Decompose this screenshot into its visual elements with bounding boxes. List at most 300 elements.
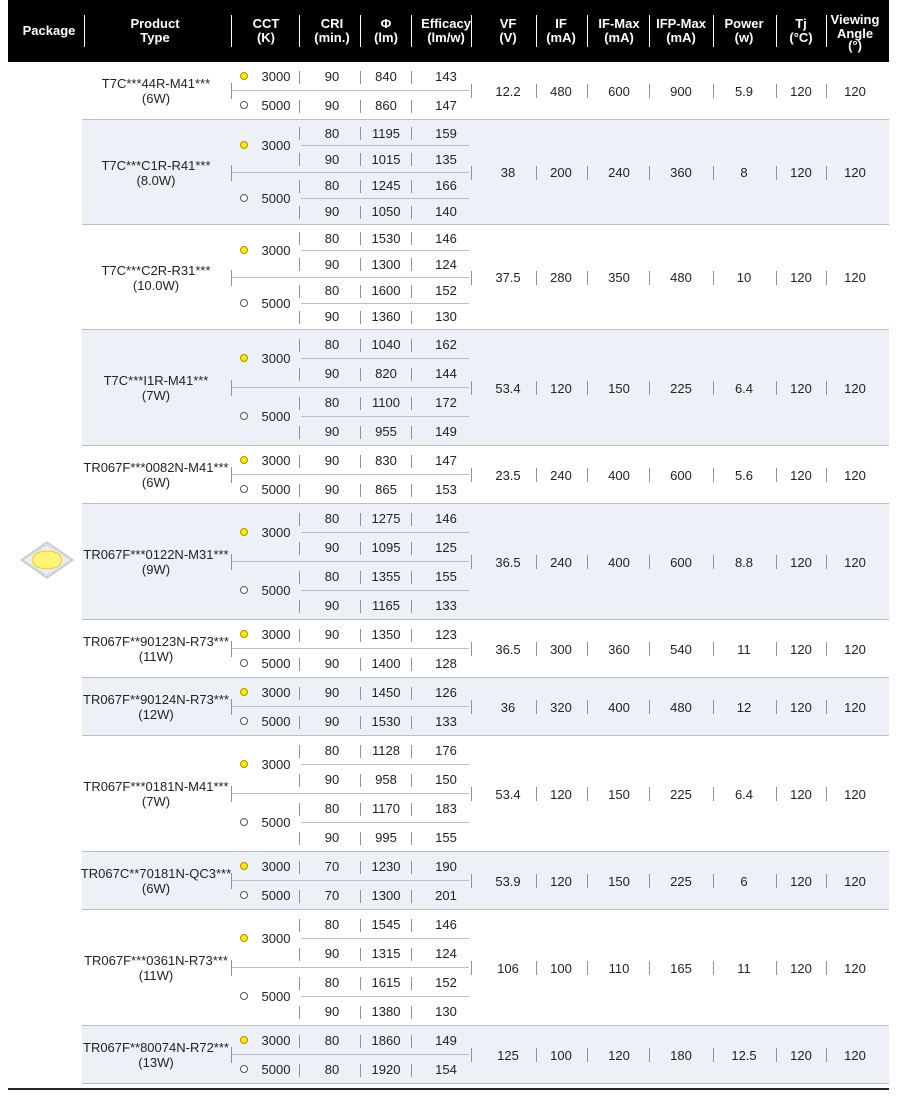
flux-value: 1230 xyxy=(371,859,401,874)
cool-white-dot-icon xyxy=(240,992,248,1000)
if-max-value: 400 xyxy=(608,699,630,715)
header-cct xyxy=(228,0,304,62)
flux-value: 1380 xyxy=(371,1004,401,1019)
power-value: 5.6 xyxy=(734,467,754,483)
power-value: 8 xyxy=(740,165,748,180)
cct-value: 3000 xyxy=(261,138,291,154)
product-type-cell xyxy=(82,852,230,910)
product-type: TR067F**90124N-R73*** xyxy=(83,692,229,707)
header-line: (V) xyxy=(499,30,517,45)
if-value: 280 xyxy=(550,270,572,285)
cool-white-dot-icon xyxy=(240,194,248,202)
efficacy-value: 124 xyxy=(435,256,457,272)
tj-value: 120 xyxy=(790,83,812,99)
cri-value: 70 xyxy=(324,888,340,903)
power-value: 11 xyxy=(737,641,751,657)
column-tick xyxy=(299,716,300,729)
ifp-max-value: 225 xyxy=(670,786,692,802)
if-max-value: 400 xyxy=(608,554,630,570)
cri-value: 90 xyxy=(324,151,340,167)
header-package xyxy=(11,0,87,62)
flux-value: 840 xyxy=(375,69,397,84)
column-tick xyxy=(587,468,588,482)
product-type-cell xyxy=(82,504,230,620)
column-tick xyxy=(231,1047,232,1063)
column-tick xyxy=(536,555,537,569)
column-tick xyxy=(649,1048,650,1062)
efficacy-value: 133 xyxy=(435,598,457,613)
header-line: Efficacy xyxy=(421,16,471,31)
cri-value: 90 xyxy=(324,946,340,961)
led-chip-icon xyxy=(19,540,75,580)
if-value: 120 xyxy=(550,786,572,802)
cool-white-dot-icon xyxy=(240,1065,248,1073)
column-tick xyxy=(299,100,300,113)
product-power-label: (7W) xyxy=(141,794,171,809)
column-tick xyxy=(713,381,714,395)
column-tick xyxy=(299,311,300,324)
cct-value: 3000 xyxy=(261,858,291,874)
column-tick xyxy=(299,600,300,613)
cri-value: 80 xyxy=(324,230,340,246)
product-power-label: (13W) xyxy=(138,1055,174,1070)
header-line: Angle xyxy=(836,25,874,41)
flux-value: 958 xyxy=(375,772,397,787)
if-max-value: 400 xyxy=(608,467,630,483)
column-tick xyxy=(471,271,472,285)
column-tick xyxy=(776,874,777,888)
cri-value: 90 xyxy=(324,309,340,325)
column-tick xyxy=(411,687,412,700)
efficacy-value: 149 xyxy=(435,424,457,439)
column-tick xyxy=(231,786,232,802)
product-type: TR067C**70181N-QC3*** xyxy=(80,866,232,881)
column-tick xyxy=(231,270,232,286)
flux-value: 1860 xyxy=(371,1033,401,1048)
column-tick xyxy=(713,166,714,180)
header-separator xyxy=(649,15,650,47)
if-value: 100 xyxy=(550,1047,572,1063)
efficacy-value: 149 xyxy=(435,1033,457,1048)
angle-value: 120 xyxy=(844,641,866,657)
flux-value: 1300 xyxy=(371,256,401,272)
efficacy-value: 150 xyxy=(435,772,457,787)
header-line: (°) xyxy=(848,37,862,53)
warm-white-dot-icon xyxy=(240,72,248,80)
product-power-label: (9W) xyxy=(141,562,171,577)
cool-white-dot-icon xyxy=(240,485,248,493)
vf-value: 37.5 xyxy=(495,270,521,285)
if-value: 300 xyxy=(550,641,572,657)
product-type: TR067F***0122N-M31*** xyxy=(83,547,229,562)
flux-value: 1165 xyxy=(372,598,400,613)
column-tick xyxy=(776,84,777,98)
efficacy-value: 146 xyxy=(435,511,457,526)
vf-value: 36.5 xyxy=(495,554,521,570)
column-tick xyxy=(299,658,300,671)
product-type-cell xyxy=(82,910,230,1026)
column-tick xyxy=(536,787,537,801)
column-tick xyxy=(713,642,714,656)
column-tick xyxy=(776,381,777,395)
column-tick xyxy=(536,700,537,714)
flux-value: 1600 xyxy=(371,283,401,299)
column-tick xyxy=(299,1035,300,1048)
cool-white-dot-icon xyxy=(240,299,248,307)
warm-white-dot-icon xyxy=(240,528,248,536)
efficacy-value: 124 xyxy=(435,946,457,961)
column-tick xyxy=(360,232,361,245)
column-tick xyxy=(411,311,412,324)
column-tick xyxy=(471,787,472,801)
column-tick xyxy=(649,787,650,801)
column-tick xyxy=(826,642,827,656)
column-tick xyxy=(299,206,300,219)
column-tick xyxy=(587,961,588,975)
column-tick xyxy=(776,271,777,285)
column-tick xyxy=(471,642,472,656)
column-tick xyxy=(299,153,300,166)
column-tick xyxy=(299,629,300,642)
column-tick xyxy=(411,1006,412,1019)
column-tick xyxy=(360,71,361,84)
column-tick xyxy=(713,700,714,714)
column-tick xyxy=(360,658,361,671)
column-tick xyxy=(231,165,232,181)
header-line: (min.) xyxy=(314,30,350,45)
if-value: 240 xyxy=(550,467,572,483)
flux-value: 1050 xyxy=(371,204,401,220)
column-tick xyxy=(360,100,361,113)
warm-white-dot-icon xyxy=(240,354,248,362)
column-tick xyxy=(411,600,412,613)
if-max-value: 150 xyxy=(608,873,630,889)
efficacy-value: 125 xyxy=(435,540,457,555)
product-type: T7C***C1R-R41*** xyxy=(101,157,211,173)
cct-value: 5000 xyxy=(261,295,291,311)
column-tick xyxy=(360,1064,361,1077)
column-tick xyxy=(471,381,472,395)
column-tick xyxy=(299,832,300,845)
cri-value: 90 xyxy=(324,204,340,220)
vf-value: 106 xyxy=(497,960,519,976)
if-value: 320 xyxy=(550,699,572,715)
product-type-cell xyxy=(82,736,230,852)
column-tick xyxy=(411,100,412,113)
cri-value: 80 xyxy=(324,917,340,932)
flux-value: 1015 xyxy=(371,151,401,167)
column-tick xyxy=(649,642,650,656)
cct-value: 5000 xyxy=(261,97,291,113)
column-tick xyxy=(713,961,714,975)
flux-value: 1170 xyxy=(372,801,400,816)
column-tick xyxy=(299,1006,300,1019)
warm-white-dot-icon xyxy=(240,688,248,696)
column-tick xyxy=(536,874,537,888)
efficacy-value: 133 xyxy=(435,714,457,729)
column-tick xyxy=(471,166,472,180)
column-tick xyxy=(826,468,827,482)
header-line: Tj xyxy=(795,16,807,31)
header-line: (lm) xyxy=(374,30,398,45)
column-tick xyxy=(231,380,232,396)
column-tick xyxy=(360,513,361,526)
tj-value: 120 xyxy=(790,960,812,976)
column-tick xyxy=(299,571,300,584)
if-value: 480 xyxy=(550,83,572,99)
column-tick xyxy=(776,787,777,801)
cool-white-dot-icon xyxy=(240,659,248,667)
efficacy-value: 147 xyxy=(435,98,457,113)
header-separator xyxy=(231,15,232,47)
cct-value: 5000 xyxy=(261,887,291,903)
ifp-max-value: 165 xyxy=(670,960,692,976)
column-tick xyxy=(299,687,300,700)
if-max-value: 150 xyxy=(608,786,630,802)
cct-value: 5000 xyxy=(261,190,291,206)
cri-value: 90 xyxy=(324,366,340,381)
cct-value: 3000 xyxy=(261,1032,291,1048)
warm-white-dot-icon xyxy=(240,456,248,464)
header-separator xyxy=(587,15,588,47)
cri-value: 90 xyxy=(324,685,340,700)
column-tick xyxy=(826,961,827,975)
cct-value: 5000 xyxy=(261,713,291,729)
flux-value: 860 xyxy=(375,98,397,113)
header-separator xyxy=(713,15,714,47)
cri-value: 90 xyxy=(324,830,340,845)
flux-value: 1245 xyxy=(371,178,401,194)
column-tick xyxy=(299,484,300,497)
cct-value: 5000 xyxy=(261,409,291,424)
column-tick xyxy=(299,861,300,874)
column-tick xyxy=(411,127,412,140)
efficacy-value: 153 xyxy=(435,482,457,497)
column-tick xyxy=(776,1048,777,1062)
header-line: (mA) xyxy=(666,30,696,45)
header-line: CRI xyxy=(320,16,344,31)
column-tick xyxy=(299,890,300,903)
column-tick xyxy=(299,368,300,381)
column-tick xyxy=(411,571,412,584)
column-tick xyxy=(360,716,361,729)
cct-value: 3000 xyxy=(261,452,291,468)
column-tick xyxy=(713,787,714,801)
column-tick xyxy=(411,774,412,787)
cri-value: 90 xyxy=(324,256,340,272)
cri-value: 80 xyxy=(324,743,340,758)
column-tick xyxy=(411,977,412,990)
cct-value: 3000 xyxy=(261,525,291,540)
column-tick xyxy=(713,555,714,569)
if-max-value: 120 xyxy=(608,1047,630,1063)
ifp-max-value: 225 xyxy=(670,380,692,396)
efficacy-value: 146 xyxy=(435,917,457,932)
column-tick xyxy=(360,484,361,497)
column-tick xyxy=(713,874,714,888)
if-value: 120 xyxy=(550,873,572,889)
cool-white-dot-icon xyxy=(240,891,248,899)
header-separator xyxy=(826,15,827,47)
header-line: Φ xyxy=(380,16,392,31)
column-tick xyxy=(360,542,361,555)
header-line: IF-Max xyxy=(598,16,640,31)
power-value: 12.5 xyxy=(731,1047,757,1063)
column-tick xyxy=(231,554,232,570)
power-value: 6 xyxy=(740,873,748,889)
column-tick xyxy=(649,271,650,285)
column-tick xyxy=(471,874,472,888)
tj-value: 120 xyxy=(790,380,812,396)
header-line: (mA) xyxy=(546,30,576,45)
column-tick xyxy=(360,890,361,903)
tj-value: 120 xyxy=(790,699,812,715)
header-line: Viewing xyxy=(830,11,880,27)
efficacy-value: 152 xyxy=(435,283,457,299)
cool-white-dot-icon xyxy=(240,412,248,420)
column-tick xyxy=(587,555,588,569)
cct-value: 3000 xyxy=(261,351,291,366)
column-tick xyxy=(649,874,650,888)
flux-value: 1350 xyxy=(371,627,401,642)
header-line: VF xyxy=(499,16,517,31)
column-tick xyxy=(536,642,537,656)
cri-value: 80 xyxy=(324,125,340,141)
flux-value: 1545 xyxy=(371,917,401,932)
column-tick xyxy=(299,180,300,193)
ifp-max-value: 225 xyxy=(670,873,692,889)
ifp-max-value: 480 xyxy=(670,699,692,715)
ifp-max-value: 600 xyxy=(670,554,692,570)
flux-value: 1040 xyxy=(371,337,401,352)
if-max-value: 110 xyxy=(608,960,630,976)
column-tick xyxy=(360,339,361,352)
column-tick xyxy=(360,977,361,990)
power-value: 6.4 xyxy=(734,786,754,802)
cri-value: 80 xyxy=(324,395,340,410)
cri-value: 80 xyxy=(324,569,340,584)
cct-value: 5000 xyxy=(261,481,291,497)
column-tick xyxy=(360,397,361,410)
efficacy-value: 144 xyxy=(435,366,457,381)
flux-value: 1128 xyxy=(372,743,400,758)
cri-value: 90 xyxy=(324,656,340,671)
column-tick xyxy=(826,1048,827,1062)
column-tick xyxy=(826,84,827,98)
cri-value: 80 xyxy=(324,337,340,352)
column-tick xyxy=(649,381,650,395)
product-type-cell xyxy=(82,330,230,446)
column-tick xyxy=(360,311,361,324)
ifp-max-value: 480 xyxy=(670,270,692,285)
cct-value: 5000 xyxy=(261,815,291,830)
column-tick xyxy=(299,977,300,990)
efficacy-value: 201 xyxy=(435,888,457,903)
column-tick xyxy=(360,206,361,219)
cri-value: 70 xyxy=(324,859,340,874)
cct-value: 3000 xyxy=(261,243,291,259)
angle-value: 120 xyxy=(844,786,866,802)
column-tick xyxy=(411,153,412,166)
column-tick xyxy=(536,84,537,98)
vf-value: 125 xyxy=(497,1047,519,1063)
column-tick xyxy=(471,468,472,482)
column-tick xyxy=(587,381,588,395)
flux-value: 955 xyxy=(375,424,397,439)
column-tick xyxy=(360,861,361,874)
cct-value: 5000 xyxy=(261,1061,291,1077)
column-tick xyxy=(411,397,412,410)
column-tick xyxy=(649,166,650,180)
flux-value: 1530 xyxy=(371,714,401,729)
cct-value: 5000 xyxy=(261,583,291,598)
header-line: (mA) xyxy=(604,30,634,45)
if-value: 200 xyxy=(550,165,572,180)
flux-value: 1355 xyxy=(371,569,401,584)
product-type: T7C***C2R-R31*** xyxy=(101,262,211,278)
product-power-label: (8.0W) xyxy=(136,172,176,188)
efficacy-value: 159 xyxy=(435,125,457,141)
tj-value: 120 xyxy=(790,873,812,889)
column-tick xyxy=(649,84,650,98)
column-tick xyxy=(411,1064,412,1077)
efficacy-value: 155 xyxy=(435,569,457,584)
table-bottom-rule xyxy=(8,1088,889,1090)
cri-value: 80 xyxy=(324,801,340,816)
tj-value: 120 xyxy=(790,1047,812,1063)
vf-value: 36.5 xyxy=(495,641,521,657)
cri-value: 90 xyxy=(324,98,340,113)
column-tick xyxy=(360,455,361,468)
header-separator xyxy=(84,15,85,47)
tj-value: 120 xyxy=(790,786,812,802)
column-tick xyxy=(587,642,588,656)
efficacy-value: 143 xyxy=(435,69,457,84)
column-tick xyxy=(826,555,827,569)
header-line: (w) xyxy=(734,30,754,45)
cri-value: 80 xyxy=(324,511,340,526)
column-tick xyxy=(411,368,412,381)
angle-value: 120 xyxy=(844,1047,866,1063)
if-max-value: 360 xyxy=(608,641,630,657)
column-tick xyxy=(713,1048,714,1062)
header-line: IFP-Max xyxy=(656,16,706,31)
power-value: 12 xyxy=(736,699,752,715)
column-tick xyxy=(411,542,412,555)
column-tick xyxy=(360,285,361,298)
column-tick xyxy=(299,774,300,787)
column-tick xyxy=(411,803,412,816)
flux-value: 1300 xyxy=(371,888,401,903)
cri-value: 90 xyxy=(324,598,340,613)
angle-value: 120 xyxy=(844,960,866,976)
product-type: TR067F***0082N-M41*** xyxy=(83,460,229,475)
column-tick xyxy=(360,919,361,932)
header-line: (K) xyxy=(256,30,276,45)
column-tick xyxy=(411,919,412,932)
cri-value: 90 xyxy=(324,714,340,729)
column-tick xyxy=(776,468,777,482)
column-tick xyxy=(231,699,232,715)
flux-value: 1315 xyxy=(371,946,401,961)
efficacy-value: 155 xyxy=(435,830,457,845)
column-tick xyxy=(360,153,361,166)
vf-value: 36 xyxy=(500,699,516,715)
column-tick xyxy=(411,180,412,193)
column-tick xyxy=(411,629,412,642)
efficacy-value: 126 xyxy=(435,685,457,700)
flux-value: 995 xyxy=(375,830,397,845)
